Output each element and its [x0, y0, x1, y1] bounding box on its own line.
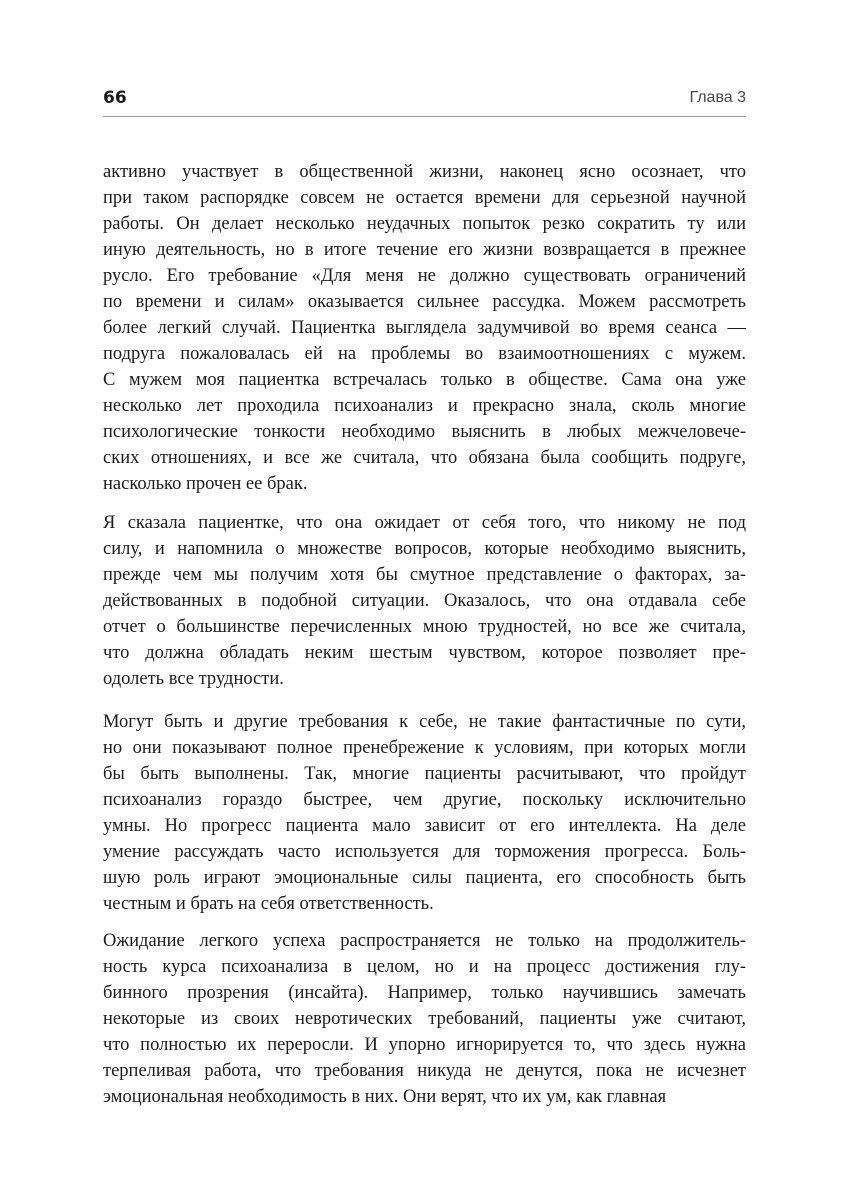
text-line: эмоциональная необходимость в них. Они верят, что их ум, как главная [103, 1087, 667, 1107]
text-line: бинного прозрения (инсайта). Например, только научившись замечать [103, 983, 746, 1003]
page-number: 66 [103, 88, 127, 108]
text-line: но они показывают полное пренебрежение к условиям, при которых могли [103, 738, 746, 758]
text-line: при таком распорядке совсем не остается времени для серьезной научной [103, 188, 746, 208]
text-line: Я сказала пациентке, что она ожидает от себя того, что никому не под [103, 513, 746, 533]
text-line: психологические тонкости необходимо выяснить в любых межчеловече- [103, 422, 746, 442]
text-line: бы быть выполнены. Так, многие пациенты расчитывают, что пройдут [103, 764, 746, 784]
text-line: умны. Но прогресс пациента мало зависит от его интеллекта. На деле [103, 816, 746, 836]
text-line: ность курса психоанализа в целом, но и на процесс достижения глу- [103, 957, 746, 977]
text-line: подруга пожаловалась ей на проблемы во взаимоотношениях с мужем. [103, 344, 746, 364]
text-line: силу, и напомнила о множестве вопросов, которые необходимо выяснить, [103, 539, 746, 559]
text-line: активно участвует в общественной жизни, наконец ясно осознает, что [103, 162, 746, 182]
running-head: Глава 3 [689, 89, 746, 106]
text-line: С мужем моя пациентка встречалась только в обществе. Сама она уже [103, 370, 746, 390]
text-line: отчет о большинстве перечисленных мною трудностей, но все же считала, [103, 617, 746, 637]
text-line: действованных в подобной ситуации. Оказалось, что она отдавала себе [103, 591, 746, 611]
text-line: честным и брать на себя ответственность. [103, 894, 434, 914]
text-line: более легкий случай. Пациентка выглядела задумчивой во время сеанса — [103, 318, 746, 338]
text-line: ских отношениях, и все же считала, что обязана была сообщить подруге, [103, 448, 746, 468]
text-line: работы. Он делает несколько неудачных попыток резко сократить ту или [103, 214, 746, 234]
text-line: несколько лет проходила психоанализ и прекрасно знала, сколь многие [103, 396, 746, 416]
body-text [103, 0, 746, 1200]
text-line: насколько прочен ее брак. [103, 474, 308, 494]
text-line: психоанализ гораздо быстрее, чем другие, поскольку исключительно [103, 790, 746, 810]
text-line: одолеть все трудности. [103, 669, 284, 689]
text-line: русло. Его требование «Для меня не должно существовать ограничений [103, 266, 746, 286]
text-line: Могут быть и другие требования к себе, не такие фантастичные по сути, [103, 712, 746, 732]
text-line: что полностью их переросли. И упорно игнорируется то, что здесь нужна [103, 1035, 746, 1055]
text-line: по времени и силам» оказывается сильнее рассудка. Можем рассмотреть [103, 292, 746, 312]
text-line: прежде чем мы получим хотя бы смутное представление о факторах, за- [103, 565, 746, 585]
text-line: иную деятельность, но в итоге течение его жизни возвращается в прежнее [103, 240, 746, 260]
text-line: некоторые из своих невротических требований, пациенты уже считают, [103, 1009, 746, 1029]
text-line: Ожидание легкого успеха распространяется не только на продолжитель- [103, 931, 746, 951]
text-line: что должна обладать неким шестым чувством, которое позволяет пре- [103, 643, 746, 663]
text-line: терпеливая работа, что требования никуда не денутся, пока не исчезнет [103, 1061, 746, 1081]
text-line: умение рассуждать часто используется для торможения прогресса. Боль- [103, 842, 746, 862]
text-line: шую роль играют эмоциональные силы пациента, его способность быть [103, 868, 746, 888]
